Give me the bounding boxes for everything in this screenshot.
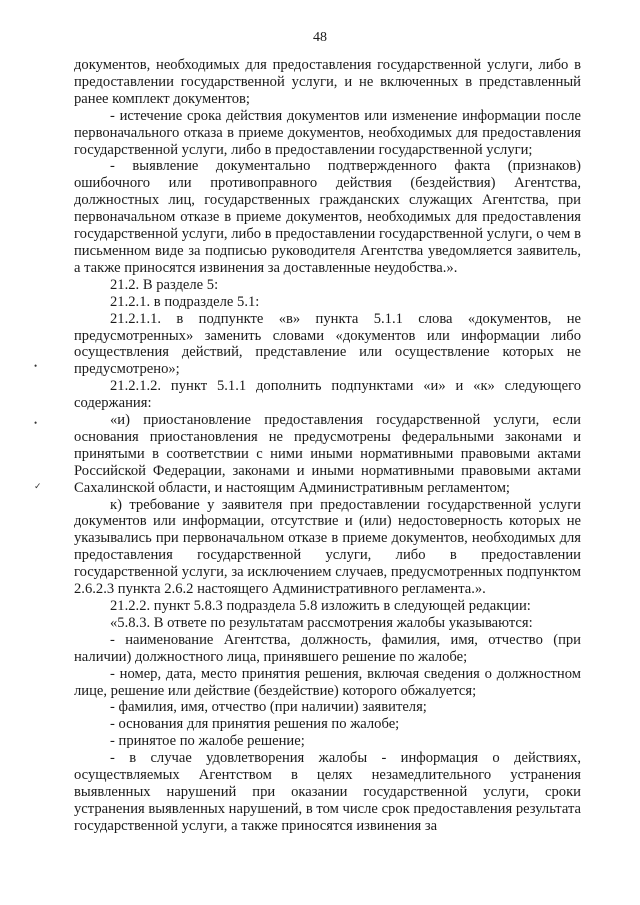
paragraph: 21.2.1.2. пункт 5.1.1 дополнить подпунктами «и» и «к» следующего содержания: [74, 378, 581, 412]
paragraph: - фамилия, имя, отчество (при наличии) заявителя; [110, 699, 427, 716]
paragraph: - в случае удовлетворения жалобы - информация о действиях, осуществляемых Агентством в целях незамедлительного устранения выявленных нарушений при оказании государственной услуги, сроки устранения выявленных нарушений, в том числе срок предоставления результата государственной услуги, а также приносятся извинения за [74, 750, 581, 834]
paragraph: документов, необходимых для предоставления государственной услуги, либо в предоставлении государственной услуги, и не включенных в представленный ранее комплект документов; [74, 57, 581, 107]
paragraph: «и) приостановление предоставления государственной услуги, если основания приостановления не предусмотрены федеральными законами и принятыми в соответствии с ними иными нормативными правовыми актами Российской Федерации, законами и иными нормативными правовыми актами Сахалинской области, и настоящим Административным регламентом; [74, 412, 581, 496]
document-body [74, 57, 581, 835]
paragraph: 21.2.2. пункт 5.8.3 подраздела 5.8 изложить в следующей редакции: [110, 598, 531, 614]
paragraph: 21.2.1.1. в подпункте «в» пункта 5.1.1 слова «документов, не предусмотренных» заменить словами «документов или информации либо осуществления действий, представление или осуществление которых не предусмотрено»; [74, 310, 581, 378]
margin-mark: • [34, 418, 38, 428]
margin-mark: ✓ [34, 481, 42, 491]
paragraph: 21.2.1. в подразделе 5.1: [110, 293, 260, 310]
paragraph: - принятое по жалобе решение; [110, 733, 305, 750]
paragraph: - номер, дата, место принятия решения, включая сведения о должностном лице, решение или действие (бездействие) которого обжалуется; [74, 665, 581, 699]
paragraph: - истечение срока действия документов или изменение информации после первоначального отказа в приеме документов, необходимых для предоставления государственной услуги, либо в предоставлении государственной услуги; [74, 107, 581, 158]
paragraph: - выявление документально подтвержденного факта (признаков) ошибочного или противоправного действия (бездействия) Агентства, должностных лиц, государственных гражданских служащих Агентства, при первоначальном отказе в приеме документов, необходимых для предоставления государственной услуги, либо в предоставлении государственной услуги, о чем в письменном виде за подписью руководителя Агентства уведомляется заявитель, а также приносятся извинения за доставленные неудобства.». [74, 158, 581, 276]
paragraph: к) требование у заявителя при предоставлении государственной услуги документов или информации, отсутствие и (или) недостоверность которых не указывались при первоначальном отказе в приеме документов, необходимых для предоставления государственной услуги, либо в предоставлении государственной услуги, за исключением случаев, предусмотренных подпунктом 2.6.2.3 пункта 2.6.2 настоящего Административного регламента.». [74, 496, 581, 598]
paragraph: «5.8.3. В ответе по результатам рассмотрения жалобы указываются: [110, 614, 533, 631]
page-number: 48 [313, 30, 327, 45]
margin-mark: • [34, 361, 38, 371]
paragraph: - наименование Агентства, должность, фамилия, имя, отчество (при наличии) должностного лица, принявшего решение по жалобе; [74, 631, 581, 665]
paragraph: 21.2. В разделе 5: [110, 276, 219, 293]
paragraph: - основания для принятия решения по жалобе; [110, 716, 400, 733]
